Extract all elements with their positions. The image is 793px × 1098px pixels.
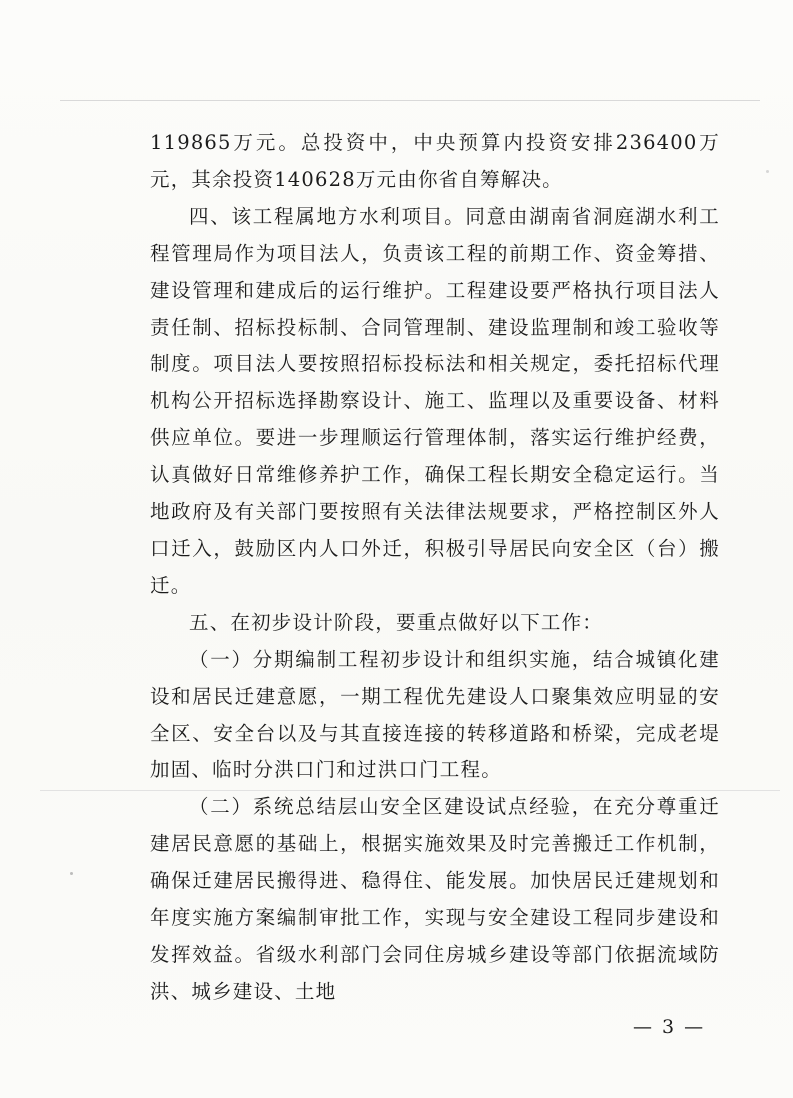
document-body <box>150 125 720 1011</box>
paragraph-section-four: 四、该工程属地方水利项目。同意由湖南省洞庭湖水利工程管理局作为项目法人，负责该工程的前期工作、资金筹措、建设管理和建成后的运行维护。工程建设要严格执行项目法人责任制、招标投标制、合同管理制、建设监理制和竣工验收等制度。项目法人要按照招标投标法和相关规定，委托招标代理机构公开招标选择勘察设计、施工、监理以及重要设备、材料供应单位。要进一步理顺运行管理体制，落实运行维护经费，认真做好日常维修养护工作，确保工程长期安全稳定运行。当地政府及有关部门要按照有关法律法规要求，严格控制区外人口迁入，鼓励区内人口外迁，积极引导居民向安全区（台）搬迁。 <box>150 204 720 597</box>
paragraph-item-one: （一）分期编制工程初步设计和组织实施，结合城镇化建设和居民迁建意愿，一期工程优先建设人口聚集效应明显的安全区、安全台以及与其直接连接的转移道路和桥梁，完成老堤加固、临时分洪口门和过洪口门工程。 <box>150 647 720 782</box>
paragraph-item-two: （二）系统总结层山安全区建设试点经验，在充分尊重迁建居民意愿的基础上，根据实施效果及时完善搬迁工作机制，确保迁建居民搬得进、稳得住、能发展。加快居民迁建规划和年度实施方案编制审批工作，实现与安全建设工程同步建设和发挥效益。省级水利部门会同住房城乡建设等部门依据流域防洪、城乡建设、土地 <box>150 795 720 1003</box>
scan-speck <box>70 872 73 875</box>
paragraph-investment-summary: 119865万元。总投资中，中央预算内投资安排236400万元，其余投资140628万元由你省自筹解决。 <box>150 131 720 191</box>
page-number: — 3 — <box>633 1016 706 1038</box>
paragraph-section-five-heading: 五、在初步设计阶段，要重点做好以下工作： <box>189 610 604 634</box>
scan-edge-line <box>60 100 760 101</box>
scan-speck <box>766 170 769 173</box>
